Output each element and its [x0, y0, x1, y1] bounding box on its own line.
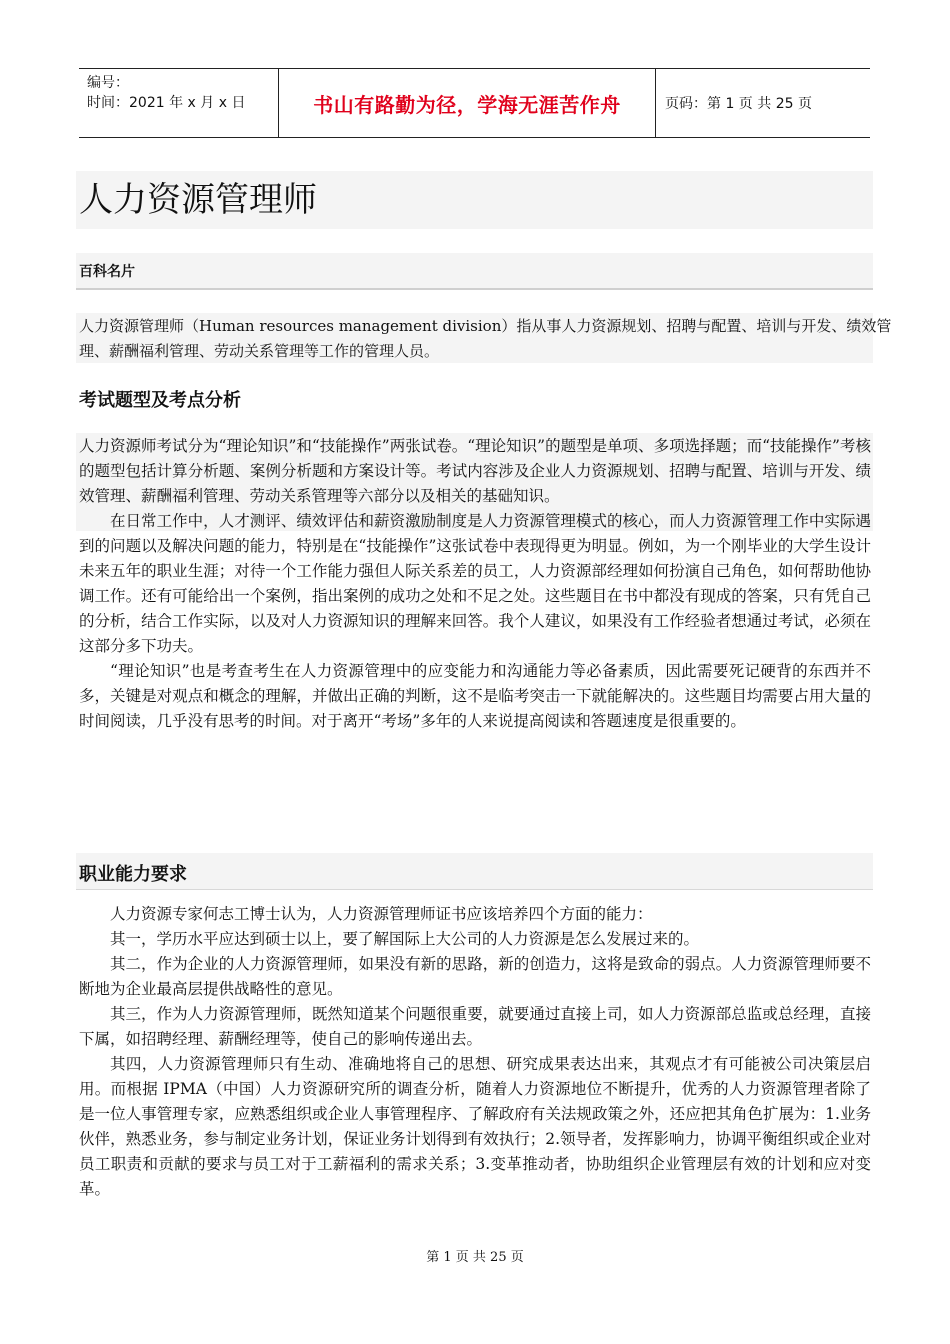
subtitle-background	[76, 253, 873, 290]
page-footer: 第 1 页 共 25 页	[426, 1250, 524, 1265]
page-title: 人力资源管理师	[79, 180, 317, 220]
paragraph: 其三，作为人力资源管理师，既然知道某个问题很重要，就要通过直接上司，如人力资源部总监或总经理，直接下属，如招聘经理、薪酬经理等，使自己的影响传递出去。	[79, 1005, 871, 1048]
paragraph: 其二，作为企业的人力资源管理师，如果没有新的思路，新的创造力，这将是致命的弱点。人力资源管理师要不断地为企业最高层提供战略性的意见。	[79, 955, 871, 998]
section-body-exam	[79, 434, 871, 734]
header-meta-cell	[79, 69, 279, 137]
intro-paragraph: 人力资源管理师（Human resources management division）指从事人力资源规划、招聘与配置、培训与开发、绩效管理、薪酬福利管理、劳动关系管理等工作的管理人员。	[79, 317, 892, 360]
heading-background	[76, 853, 873, 890]
subtitle: 百科名片	[79, 264, 135, 280]
paragraph: 其一，学历水平应达到硕士以上，要了解国际上大公司的人力资源是怎么发展过来的。	[110, 930, 700, 948]
header-table	[79, 68, 870, 138]
paragraph: 人力资源专家何志工博士认为，人力资源管理师证书应该培养四个方面的能力：	[110, 905, 653, 923]
section-heading-exam: 考试题型及考点分析	[79, 390, 241, 411]
section-heading-abilities: 职业能力要求	[79, 864, 187, 885]
paragraph: 人力资源师考试分为“理论知识”和“技能操作”两张试卷。“理论知识”的题型是单项、多项选择题；而“技能操作”考核的题型包括计算分析题、案例分析题和方案设计等。考试内容涉及企业人力资源规划、招聘与配置、培训与开发、绩效管理、薪酬福利管理、劳动关系管理等六部分以及相关的基础知识。	[79, 437, 871, 505]
header-time: 时间：2021 年 x 月 x 日	[87, 95, 246, 111]
header-number: 编号：	[87, 75, 129, 91]
header-page-number: 页码：第 1 页 共 25 页	[665, 96, 812, 112]
section-body-abilities	[79, 902, 871, 1202]
paragraph: 在日常工作中，人才测评、绩效评估和薪资激励制度是人力资源管理模式的核心，而人力资源管理工作中实际遇到的问题以及解决问题的能力，特别是在“技能操作”这张试卷中表现得更为明显。例如，为一个刚毕业的大学生设计未来五年的职业生涯；对待一个工作能力强但人际关系差的员工，人力资源部经理如何扮演自己角色，如何帮助他协调工作。还有可能给出一个案例，指出案例的成功之处和不足之处。这些题目在书中都没有现成的答案，只有凭自己的分析，结合工作实际，以及对人力资源知识的理解来回答。我个人建议，如果没有工作经验者想通过考试，必须在这部分多下功夫。	[79, 512, 871, 655]
paragraph: “理论知识”也是考查考生在人力资源管理中的应变能力和沟通能力等必备素质，因此需要死记硬背的东西并不多，关键是对观点和概念的理解，并做出正确的判断，这不是临考突击一下就能解决的。这些题目均需要占用大量的时间阅读，几乎没有思考的时间。对于离开“考场”多年的人来说提高阅读和答题速度是很重要的。	[79, 662, 871, 730]
paragraph: 其四，人力资源管理师只有生动、准确地将自己的思想、研究成果表达出来，其观点才有可能被公司决策层启用。而根据 IPMA（中国）人力资源研究所的调查分析，随着人力资源地位不断提升，优秀的人力资源管理者除了是一位人事管理专家，应熟悉组织或企业人事管理程序、了解政府有关法规政策之外，还应把其角色扩展为：1.业务伙伴，熟悉业务，参与制定业务计划，保证业务计划得到有效执行；2.领导者，发挥影响力，协调平衡组织或企业对员工职责和贡献的要求与员工对于工薪福利的需求关系；3.变革推动者，协助组织企业管理层有效的计划和应对变革。	[79, 1055, 871, 1198]
header-motto: 书山有路勤为径，学海无涯苦作舟	[279, 69, 656, 137]
